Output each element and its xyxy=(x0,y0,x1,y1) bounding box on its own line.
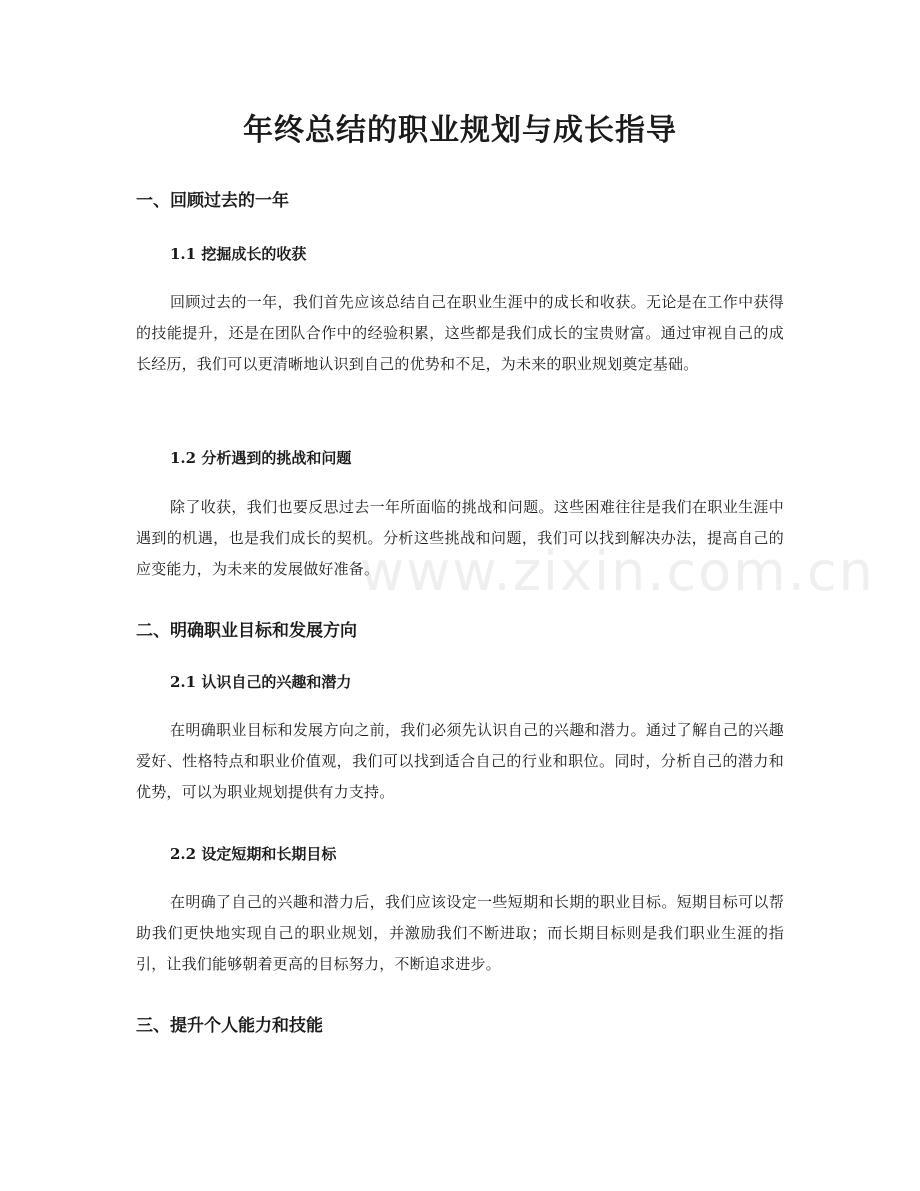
subsection-heading-2-2: 2.2 设定短期和长期目标 xyxy=(170,845,337,863)
section-heading-3: 三、提升个人能力和技能 xyxy=(136,1016,323,1036)
watermark: www.zixin.com.cn xyxy=(360,540,875,603)
section-heading-2: 二、明确职业目标和发展方向 xyxy=(136,621,357,641)
paragraph-2-1: 在明确职业目标和发展方向之前，我们必须先认识自己的兴趣和潜力。通过了解自己的兴趣爱好、性格特点和职业价值观，我们可以找到适合自己的行业和职位。同时，分析自己的潜力和优势，可以为职业规划提供有力支持。 xyxy=(136,721,784,801)
subsection-heading-1-2: 1.2 分析遇到的挑战和问题 xyxy=(170,449,352,467)
section-heading-1: 一、回顾过去的一年 xyxy=(136,191,289,211)
document-title: 年终总结的职业规划与成长指导 xyxy=(243,113,677,148)
subsection-heading-1-1: 1.1 挖掘成长的收获 xyxy=(170,245,307,263)
paragraph-1-1: 回顾过去的一年，我们首先应该总结自己在职业生涯中的成长和收获。无论是在工作中获得的技能提升，还是在团队合作中的经验积累，这些都是我们成长的宝贵财富。通过审视自己的成长经历，我们可以更清晰地认识到自己的优势和不足，为未来的职业规划奠定基础。 xyxy=(136,293,784,373)
subsection-heading-2-1: 2.1 认识自己的兴趣和潜力 xyxy=(170,673,352,691)
paragraph-1-2: 除了收获，我们也要反思过去一年所面临的挑战和问题。这些困难往往是我们在职业生涯中遇到的机遇，也是我们成长的契机。分析这些挑战和问题，我们可以找到解决办法，提高自己的应变能力，为未来的发展做好准备。 xyxy=(136,498,784,578)
paragraph-2-2: 在明确了自己的兴趣和潜力后，我们应该设定一些短期和长期的职业目标。短期目标可以帮助我们更快地实现自己的职业规划，并激励我们不断进取；而长期目标则是我们职业生涯的指引，让我们能够朝着更高的目标努力，不断追求进步。 xyxy=(136,893,784,973)
